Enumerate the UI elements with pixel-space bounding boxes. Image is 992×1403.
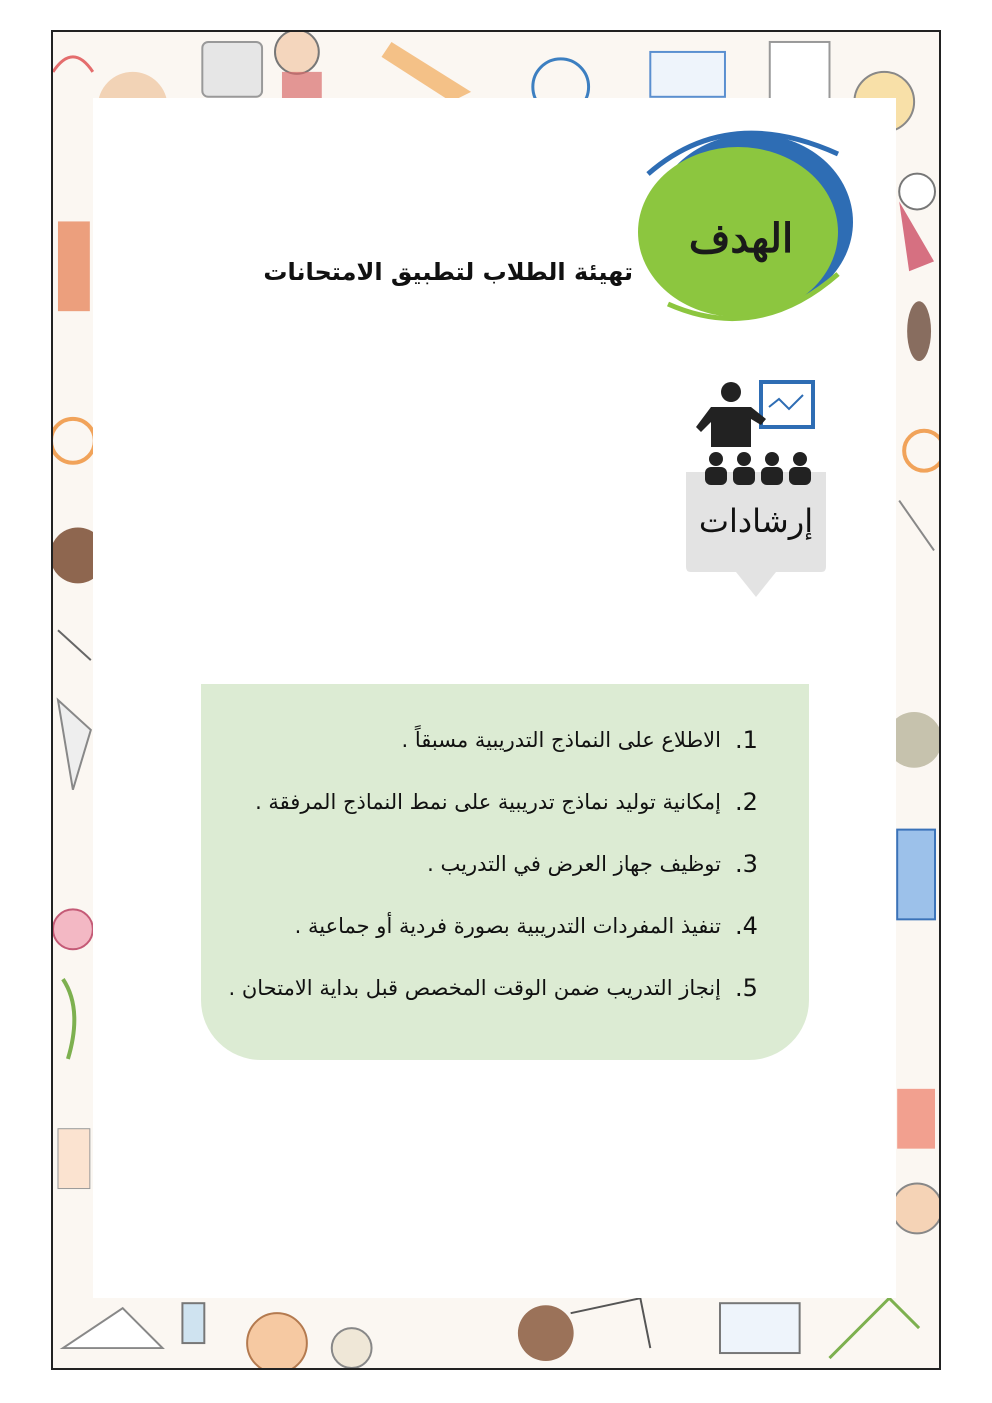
page-frame (51, 30, 941, 1370)
item-number: .5 (735, 974, 758, 1002)
list-item (215, 906, 775, 946)
goal-title: الهدف (688, 215, 794, 262)
item-text: توظيف جهاز العرض في التدريب . (427, 852, 721, 876)
item-number: .3 (735, 850, 758, 878)
item-number: .1 (735, 726, 758, 754)
item-text: تنفيذ المفردات التدريبية بصورة فردية أو جماعية . (294, 914, 721, 938)
list-item (215, 844, 775, 884)
instructions-title: إرشادات (698, 502, 814, 540)
item-text: الاطلاع على النماذج التدريبية مسبقاً . (401, 728, 721, 752)
list-item (215, 782, 775, 822)
item-text: إمكانية توليد نماذج تدريبية على نمط النماذج المرفقة . (255, 790, 721, 814)
list-item (215, 720, 775, 760)
teacher-presentation-icon (681, 377, 831, 602)
item-number: .4 (735, 912, 758, 940)
instructions-list-box (201, 684, 809, 1060)
list-item (215, 968, 775, 1008)
item-text: إنجاز التدريب ضمن الوقت المخصص قبل بداية الامتحان . (228, 976, 721, 1000)
goal-description: تهيئة الطلاب لتطبيق الامتحانات (263, 258, 633, 286)
item-number: .2 (735, 788, 758, 816)
